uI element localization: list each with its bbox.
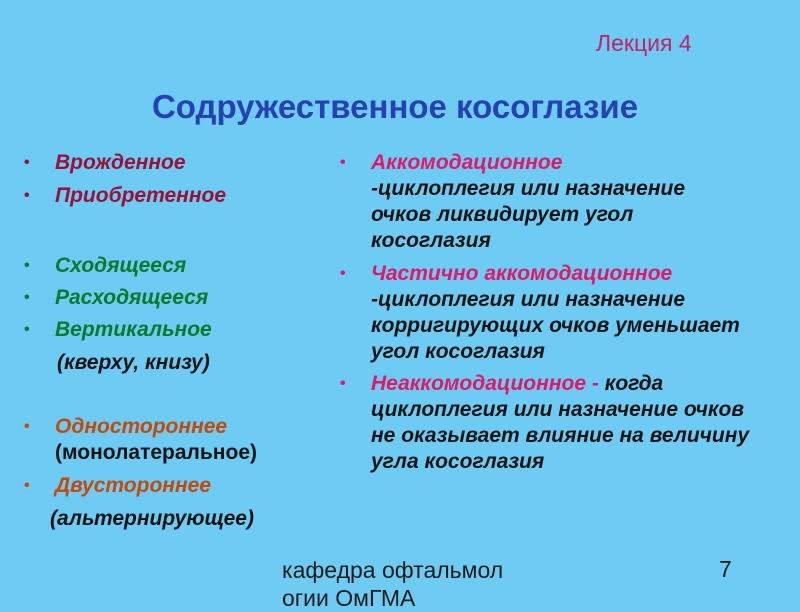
bilateral-note: (альтернирующее) (50, 507, 254, 530)
unilateral-note: (монолатеральное) (55, 441, 257, 464)
footer-line: огии ОмГМА (282, 585, 416, 611)
item-description: когда циклоплегия или назначение очков не оказывает влияние на величину угла косоглазия (371, 372, 750, 473)
vertical-note: (кверху, книзу) (57, 351, 210, 374)
bullet-icon: • (24, 187, 30, 204)
item-term: Аккомодационное (371, 151, 563, 174)
bullet-icon: • (340, 265, 346, 282)
bullet-icon: • (24, 477, 30, 494)
bullet-icon: • (340, 375, 346, 392)
bullet-icon: • (24, 257, 30, 274)
bullet-icon: • (24, 289, 30, 306)
bullet-icon: • (340, 154, 346, 171)
page-number: 7 (719, 556, 732, 582)
item-label: Сходящееся (55, 254, 187, 277)
item-label: Приобретенное (55, 184, 227, 207)
item-term: Неаккомодационное (371, 372, 587, 395)
footer-line: кафедра офтальмол (282, 557, 504, 583)
slide-title: Содружественное косоглазие (151, 88, 639, 125)
lecture-label: Лекция 4 (596, 30, 692, 56)
bullet-icon: • (24, 154, 30, 171)
item-dash: - (586, 372, 605, 395)
footer (282, 556, 503, 612)
item-label: Вертикальное (55, 318, 212, 341)
item-term: Частично аккомодационное (371, 262, 673, 285)
item-label: Одностороннее (55, 415, 228, 438)
item-description: -циклоплегия или назначение очков ликвидирует угол косоглазия (371, 177, 686, 252)
item-label: Двустороннее (55, 474, 212, 497)
item-label: Расходящееся (55, 286, 209, 309)
bullet-icon: • (24, 321, 30, 338)
item-description: -циклоплегия или назначение корригирующих очков уменьшает угол косоглазия (371, 288, 740, 363)
item-label: Врожденное (55, 151, 186, 174)
bullet-icon: • (24, 418, 30, 435)
